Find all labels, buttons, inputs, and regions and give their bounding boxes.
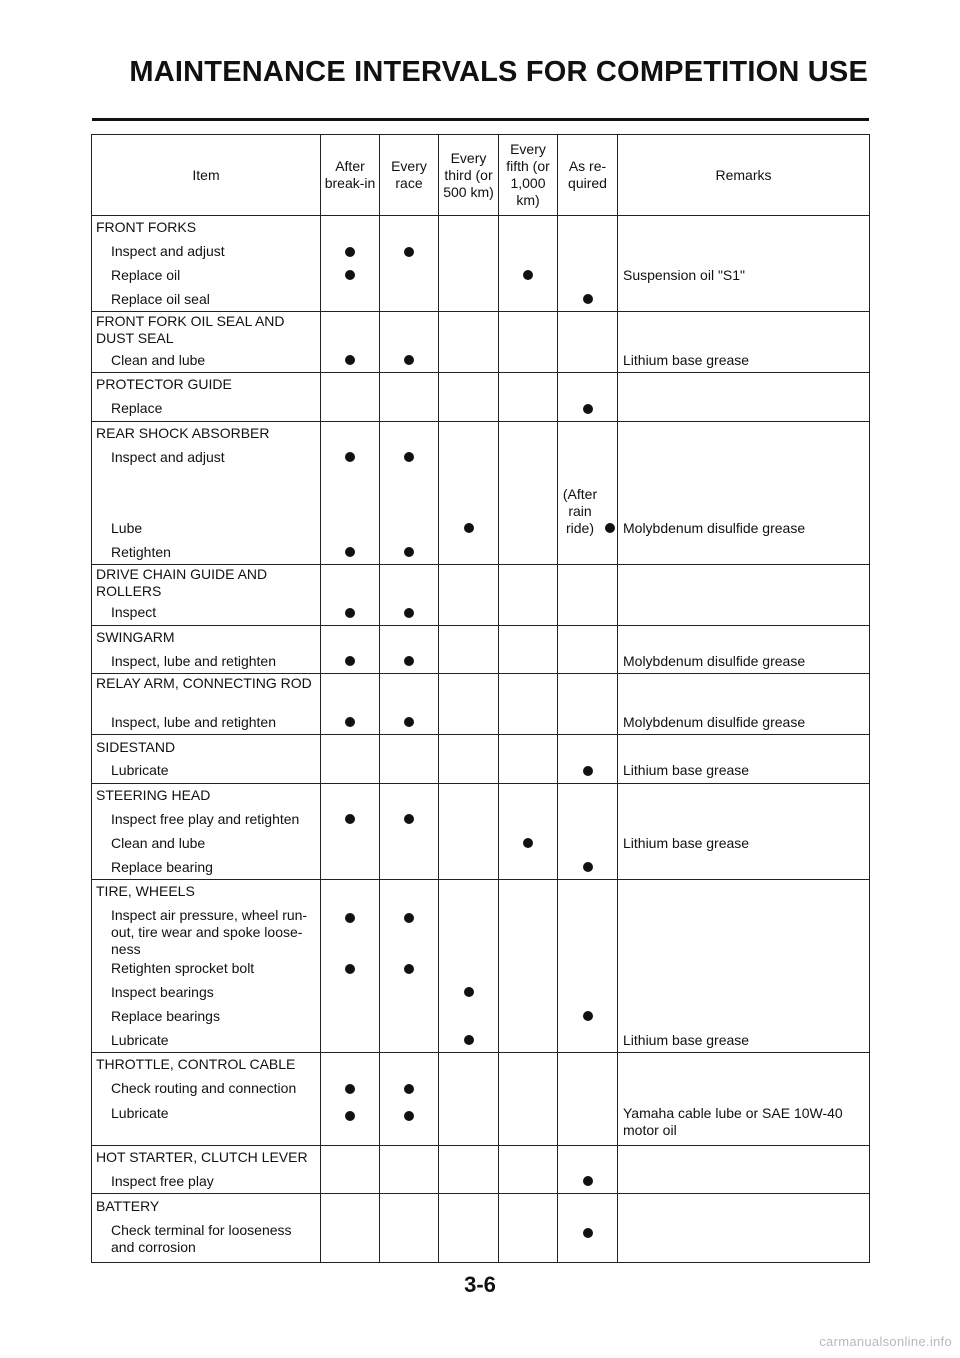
task-label: Inspect and adjust <box>111 448 225 465</box>
interval-cell <box>380 879 439 1052</box>
remark-text: Lithium base grease <box>623 834 750 851</box>
bullet-mark-icon <box>345 608 355 618</box>
item-cell <box>92 1194 321 1263</box>
bullet-mark-icon <box>404 247 414 257</box>
task-label: Lube <box>111 520 143 537</box>
table-group-row <box>92 312 870 373</box>
task-label: Clean and lube <box>111 834 206 851</box>
interval-cell <box>380 1145 439 1194</box>
header-after-break-in: After break-in <box>321 135 380 216</box>
item-cell <box>92 372 321 421</box>
interval-cell <box>499 372 558 421</box>
remarks-cell <box>618 783 870 879</box>
remark-text: Yamaha cable lube or SAE 10W-40 motor oil <box>623 1104 843 1138</box>
header-every-fifth: Every fifth (or 1,000 km) <box>499 135 558 216</box>
remark-text: Suspension oil "S1" <box>623 266 746 283</box>
table-group-row <box>92 1145 870 1194</box>
interval-cell <box>558 1145 618 1194</box>
group-title: RELAY ARM, CONNECTING ROD <box>96 675 312 692</box>
interval-cell <box>499 783 558 879</box>
bullet-mark-icon <box>583 1011 593 1021</box>
remark-text <box>618 1169 869 1193</box>
task-label: Lubricate <box>111 762 169 779</box>
header-item: Item <box>92 135 321 216</box>
remark-text <box>618 904 869 957</box>
remark-text <box>618 957 869 981</box>
interval-cell <box>499 674 558 735</box>
interval-cell <box>380 735 439 784</box>
group-title: REAR SHOCK ABSORBER <box>96 424 270 441</box>
table-group-row <box>92 735 870 784</box>
group-title: BATTERY <box>96 1197 160 1214</box>
bullet-mark-icon <box>583 1228 593 1238</box>
interval-cell <box>558 783 618 879</box>
item-cell <box>92 1145 321 1194</box>
table-group-row <box>92 564 870 625</box>
bullet-mark-icon <box>583 766 593 776</box>
interval-cell <box>380 783 439 879</box>
page-number: 3-6 <box>464 1272 496 1297</box>
group-title: DRIVE CHAIN GUIDE AND ROLLERS <box>96 565 268 599</box>
group-title: HOT STARTER, CLUTCH LEVER <box>96 1148 308 1165</box>
item-cell <box>92 735 321 784</box>
interval-cell <box>499 1145 558 1194</box>
item-cell <box>92 674 321 735</box>
task-label: Lubricate <box>111 1104 169 1121</box>
interval-cell <box>380 625 439 674</box>
interval-cell <box>558 1194 618 1263</box>
task-label: Replace bearing <box>111 858 213 875</box>
interval-cell <box>321 735 380 784</box>
remarks-cell <box>618 1052 870 1145</box>
remark-text <box>618 397 869 421</box>
group-title: FRONT FORKS <box>96 219 197 236</box>
group-title: THROTTLE, CONTROL CABLE <box>96 1056 296 1073</box>
bullet-mark-icon <box>404 913 414 923</box>
remark-text <box>618 1218 869 1262</box>
task-label: Lubricate <box>111 1031 169 1048</box>
interval-cell <box>499 879 558 1052</box>
table-body <box>92 216 870 1263</box>
remarks-cell <box>618 625 870 674</box>
remark-text <box>618 981 869 1005</box>
interval-cell <box>439 564 499 625</box>
bullet-mark-icon <box>404 608 414 618</box>
bullet-mark-icon <box>583 294 593 304</box>
interval-cell <box>439 735 499 784</box>
group-title: SWINGARM <box>96 629 175 646</box>
bullet-mark-icon <box>345 964 355 974</box>
watermark: carmanualsonline.info <box>819 1334 952 1349</box>
interval-cell <box>321 625 380 674</box>
bullet-mark-icon <box>345 547 355 557</box>
interval-cell <box>558 879 618 1052</box>
interval-cell <box>380 1194 439 1263</box>
remark-text <box>618 1077 869 1101</box>
group-title: SIDESTAND <box>96 738 176 755</box>
interval-cell <box>321 216 380 312</box>
bullet-mark-icon <box>345 913 355 923</box>
remark-text: Lithium base grease <box>623 1031 750 1048</box>
interval-cell <box>558 312 618 373</box>
after-rain-note: (After rain ride) <box>562 486 598 537</box>
bullet-mark-icon <box>345 355 355 365</box>
task-label: Replace oil seal <box>111 290 210 307</box>
item-cell <box>92 312 321 373</box>
interval-cell <box>439 879 499 1052</box>
remarks-cell <box>618 674 870 735</box>
table-group-row <box>92 372 870 421</box>
item-cell <box>92 783 321 879</box>
remark-text <box>618 601 869 625</box>
interval-cell <box>439 312 499 373</box>
task-label: Retighten <box>111 543 171 560</box>
interval-cell <box>439 1194 499 1263</box>
task-label: Replace <box>111 400 163 417</box>
bullet-mark-icon <box>345 452 355 462</box>
bullet-mark-icon <box>583 1176 593 1186</box>
interval-cell <box>380 421 439 564</box>
interval-cell <box>380 1052 439 1145</box>
bullet-mark-icon <box>404 547 414 557</box>
remarks-cell <box>618 879 870 1052</box>
group-title: STEERING HEAD <box>96 787 211 804</box>
item-cell <box>92 1052 321 1145</box>
interval-cell <box>558 216 618 312</box>
header-row <box>92 135 870 216</box>
task-label: Replace bearings <box>111 1007 220 1024</box>
task-label: Replace oil <box>111 266 181 283</box>
bullet-mark-icon <box>345 247 355 257</box>
interval-cell <box>380 564 439 625</box>
item-cell <box>92 216 321 312</box>
interval-cell <box>380 216 439 312</box>
remark-text <box>618 540 869 564</box>
remarks-cell <box>618 564 870 625</box>
table-group-row <box>92 783 870 879</box>
interval-cell <box>439 421 499 564</box>
bullet-mark-icon <box>464 1035 474 1045</box>
interval-cell <box>499 1052 558 1145</box>
task-label: Inspect air pressure, wheel run-out, tire wear and spoke loose-ness <box>111 906 308 957</box>
interval-cell <box>321 1145 380 1194</box>
remarks-cell <box>618 421 870 564</box>
table-group-row <box>92 879 870 1052</box>
interval-cell <box>439 216 499 312</box>
remarks-cell <box>618 312 870 373</box>
bullet-mark-icon <box>404 814 414 824</box>
group-title: PROTECTOR GUIDE <box>96 376 232 393</box>
bullet-mark-icon <box>583 404 593 414</box>
bullet-mark-icon <box>345 1084 355 1094</box>
interval-cell <box>439 783 499 879</box>
item-cell <box>92 625 321 674</box>
bullet-mark-icon <box>583 862 593 872</box>
bullet-mark-icon <box>404 717 414 727</box>
interval-cell <box>558 421 618 564</box>
bullet-mark-icon <box>345 717 355 727</box>
table-group-row <box>92 216 870 312</box>
remark-text: Molybdenum disulfide grease <box>623 652 806 669</box>
interval-cell <box>321 564 380 625</box>
remark-text: Molybdenum disulfide grease <box>623 520 806 537</box>
bullet-mark-icon <box>605 523 615 533</box>
group-title: TIRE, WHEELS <box>96 883 195 900</box>
bullet-mark-icon <box>345 1111 355 1121</box>
interval-cell <box>499 421 558 564</box>
task-label: Check routing and connection <box>111 1080 297 1097</box>
task-label: Retighten sprocket bolt <box>111 960 255 977</box>
interval-cell <box>321 783 380 879</box>
remark-text <box>618 808 869 832</box>
group-title: FRONT FORK OIL SEAL AND DUST SEAL <box>96 313 285 347</box>
interval-cell <box>558 564 618 625</box>
interval-cell <box>380 674 439 735</box>
page-title: MAINTENANCE INTERVALS FOR COMPETITION USE <box>129 56 868 88</box>
bullet-mark-icon <box>345 814 355 824</box>
remark-text <box>618 445 869 469</box>
interval-cell <box>380 372 439 421</box>
interval-cell <box>499 564 558 625</box>
task-label: Inspect and adjust <box>111 243 225 260</box>
remark-text <box>618 240 869 264</box>
table-group-row <box>92 1052 870 1145</box>
interval-cell <box>321 421 380 564</box>
bullet-mark-icon <box>345 656 355 666</box>
interval-cell <box>558 372 618 421</box>
remarks-cell <box>618 1145 870 1194</box>
interval-cell <box>499 312 558 373</box>
header-remarks: Remarks <box>618 135 870 216</box>
remark-text: Molybdenum disulfide grease <box>623 713 806 730</box>
task-label: Inspect free play <box>111 1172 214 1189</box>
remarks-cell <box>618 372 870 421</box>
bullet-mark-icon <box>404 656 414 666</box>
remark-text <box>618 855 869 879</box>
interval-cell <box>499 1194 558 1263</box>
bullet-mark-icon <box>464 987 474 997</box>
interval-cell <box>558 625 618 674</box>
interval-cell <box>439 674 499 735</box>
interval-cell <box>321 372 380 421</box>
interval-cell <box>380 312 439 373</box>
remark-text <box>618 287 869 311</box>
remarks-cell <box>618 1194 870 1263</box>
task-label: Inspect, lube and retighten <box>111 713 277 730</box>
remarks-cell <box>618 735 870 784</box>
bullet-mark-icon <box>404 1084 414 1094</box>
interval-cell <box>558 674 618 735</box>
interval-cell <box>321 312 380 373</box>
interval-cell <box>321 674 380 735</box>
interval-cell <box>499 216 558 312</box>
interval-cell <box>499 735 558 784</box>
maintenance-table <box>91 134 870 1263</box>
bullet-mark-icon <box>404 355 414 365</box>
interval-cell <box>499 625 558 674</box>
table-group-row <box>92 625 870 674</box>
interval-cell <box>558 735 618 784</box>
remarks-cell <box>618 216 870 312</box>
header-as-required: As re-quired <box>558 135 618 216</box>
bullet-mark-icon <box>404 452 414 462</box>
bullet-mark-icon <box>523 270 533 280</box>
interval-cell <box>321 1052 380 1145</box>
bullet-mark-icon <box>464 523 474 533</box>
item-cell <box>92 879 321 1052</box>
task-label: Inspect free play and retighten <box>111 810 300 827</box>
interval-cell <box>439 372 499 421</box>
remark-text: Lithium base grease <box>623 351 750 368</box>
item-cell <box>92 421 321 564</box>
table-group-row <box>92 674 870 735</box>
interval-cell <box>439 625 499 674</box>
task-label: Inspect <box>111 604 157 621</box>
bullet-mark-icon <box>345 270 355 280</box>
task-label: Check terminal for looseness and corrosion <box>111 1221 292 1255</box>
interval-cell <box>439 1145 499 1194</box>
table-group-row <box>92 421 870 564</box>
bullet-mark-icon <box>404 1111 414 1121</box>
interval-cell <box>321 879 380 1052</box>
header-every-race: Every race <box>380 135 439 216</box>
task-label: Inspect bearings <box>111 983 214 1000</box>
bullet-mark-icon <box>404 964 414 974</box>
item-cell <box>92 564 321 625</box>
task-label: Clean and lube <box>111 351 206 368</box>
remark-text <box>618 1004 869 1028</box>
title-rule <box>92 118 869 121</box>
interval-cell <box>439 1052 499 1145</box>
header-every-third: Every third (or 500 km) <box>439 135 499 216</box>
remark-text: Lithium base grease <box>623 762 750 779</box>
interval-cell <box>321 1194 380 1263</box>
task-label: Inspect, lube and retighten <box>111 652 277 669</box>
bullet-mark-icon <box>523 838 533 848</box>
table-group-row <box>92 1194 870 1263</box>
interval-cell <box>558 1052 618 1145</box>
